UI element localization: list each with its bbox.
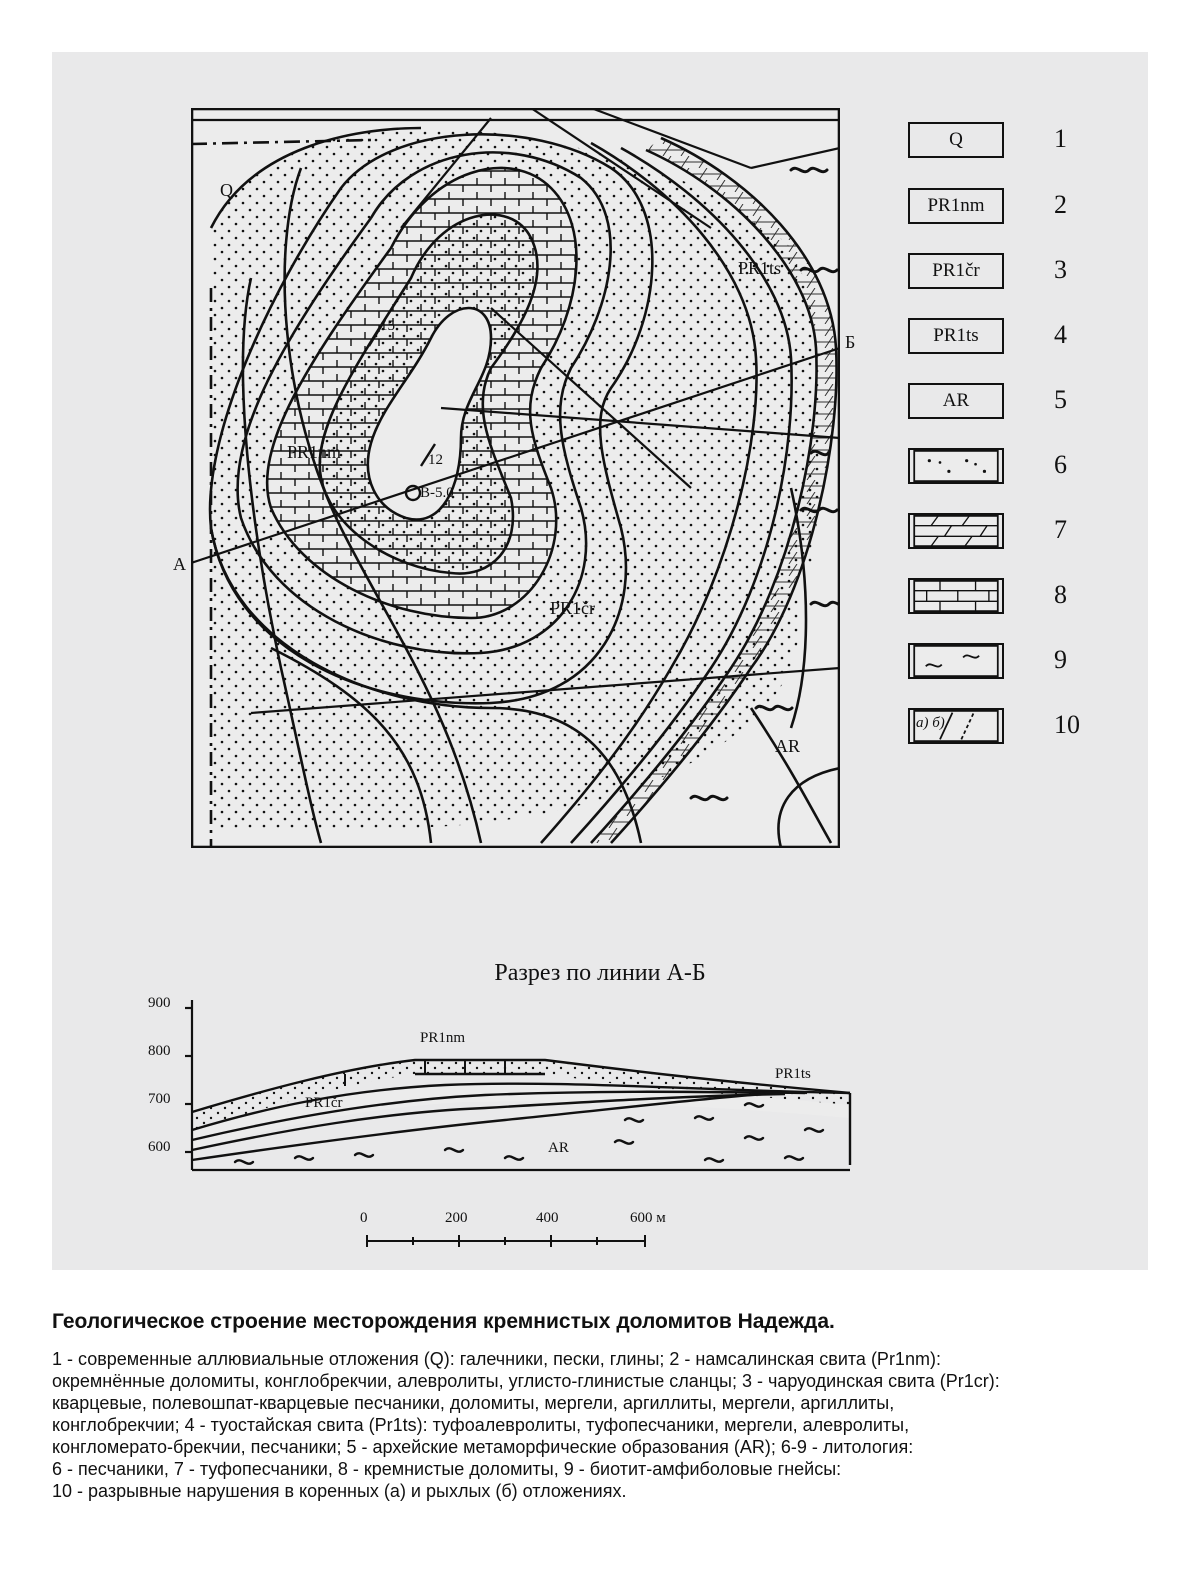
map-point-b: Б (845, 332, 856, 352)
legend-row-5 (908, 383, 1088, 427)
y-tick-800: 800 (148, 1043, 171, 1059)
legend-swatch-gneiss (908, 643, 1004, 679)
scale-tick-400: 400 (536, 1210, 559, 1226)
legend-row-1 (908, 122, 1088, 166)
legend-number: 1 (1054, 124, 1067, 153)
legend-number: 3 (1054, 255, 1067, 284)
legend-swatch-sandstone (908, 448, 1004, 484)
map-label-pr1ts: PR1ts (738, 258, 782, 278)
geological-map (191, 108, 840, 848)
legend-row-3 (908, 253, 1088, 297)
legend-row-10 (908, 708, 1088, 752)
borehole-label: В-5.0 (420, 485, 454, 501)
legend-faults-label: а) б) (916, 715, 945, 731)
legend-row-4 (908, 318, 1088, 362)
legend-box-q: Q (908, 122, 1004, 158)
map-label-q: Q (220, 180, 233, 200)
legend-row-9 (908, 643, 1088, 687)
figure-caption (52, 1310, 1162, 1502)
legend-box-pr1ts: PR1ts (908, 318, 1004, 354)
legend-swatch-dolomite (908, 578, 1004, 614)
dip-label-2: 12 (428, 452, 443, 468)
legend-box-ar: AR (908, 383, 1004, 419)
legend-number: 5 (1054, 385, 1067, 414)
section-label-pr1ts: PR1ts (775, 1066, 811, 1082)
cross-section (145, 990, 865, 1250)
legend-number: 9 (1054, 645, 1067, 674)
legend-box-pr1nm: PR1nm (908, 188, 1004, 224)
legend-number: 6 (1054, 450, 1067, 479)
legend-number: 7 (1054, 515, 1067, 544)
map-label-pr1cr: PR1čr (550, 598, 595, 618)
caption-title: Геологическое строение месторождения кремнистых доломитов Надежда. (52, 1310, 835, 1333)
legend-row-7 (908, 513, 1088, 557)
scale-tick-0: 0 (360, 1210, 368, 1226)
legend-number: 4 (1054, 320, 1067, 349)
map-label-pr1nm: PR1nm (287, 442, 342, 462)
legend-row-8 (908, 578, 1088, 622)
section-title: Разрез по линии А-Б (494, 960, 706, 986)
scale-tick-200: 200 (445, 1210, 468, 1226)
legend-swatch-tuff-sandstone (908, 513, 1004, 549)
caption-line: конглобрекчии; 4 - туостайская свита (Pr1ts): туфоалевролиты, туфопесчаники, мергели, алевролиты, (52, 1415, 910, 1435)
caption-line: конгломерато-брекчии, песчаники; 5 - архейские метаморфические образования (AR); 6-9 - литология: (52, 1437, 914, 1457)
caption-line: кварцевые, полевошпат-кварцевые песчаники, доломиты, мергели, аргиллиты, мергели, аргиллиты, (52, 1393, 895, 1413)
caption-line: окремнённые доломиты, конглобрекчии, алевролиты, углисто-глинистые сланцы; 3 - чаруодинская свита (Pr1cr): (52, 1371, 1000, 1391)
y-tick-900: 900 (148, 995, 171, 1011)
map-label-ar: AR (775, 736, 801, 756)
scale-tick-600: 600 м (630, 1210, 666, 1226)
caption-line: 10 - разрывные нарушения в коренных (а) и рыхлых (б) отложениях. (52, 1481, 627, 1501)
legend-number: 2 (1054, 190, 1067, 219)
legend-box-pr1cr: PR1čr (908, 253, 1004, 289)
legend-row-2 (908, 188, 1088, 232)
section-label-ar: AR (548, 1140, 569, 1156)
legend-number: 10 (1054, 710, 1080, 739)
y-tick-600: 600 (148, 1139, 171, 1155)
y-tick-700: 700 (148, 1091, 171, 1107)
legend-row-6 (908, 448, 1088, 492)
legend-number: 8 (1054, 580, 1067, 609)
caption-line: 6 - песчаники, 7 - туфопесчаники, 8 - кремнистые доломиты, 9 - биотит-амфиболовые гнейсы: (52, 1459, 842, 1479)
dip-label-1: 15 (380, 318, 395, 334)
section-label-pr1nm: PR1nm (420, 1030, 466, 1046)
caption-line: 1 - современные аллювиальные отложения (Q): галечники, пески, глины; 2 - намсалинская свита (Pr1nm): (52, 1349, 941, 1369)
section-label-pr1cr: PR1čr (305, 1095, 343, 1111)
map-point-a: А (173, 554, 186, 574)
